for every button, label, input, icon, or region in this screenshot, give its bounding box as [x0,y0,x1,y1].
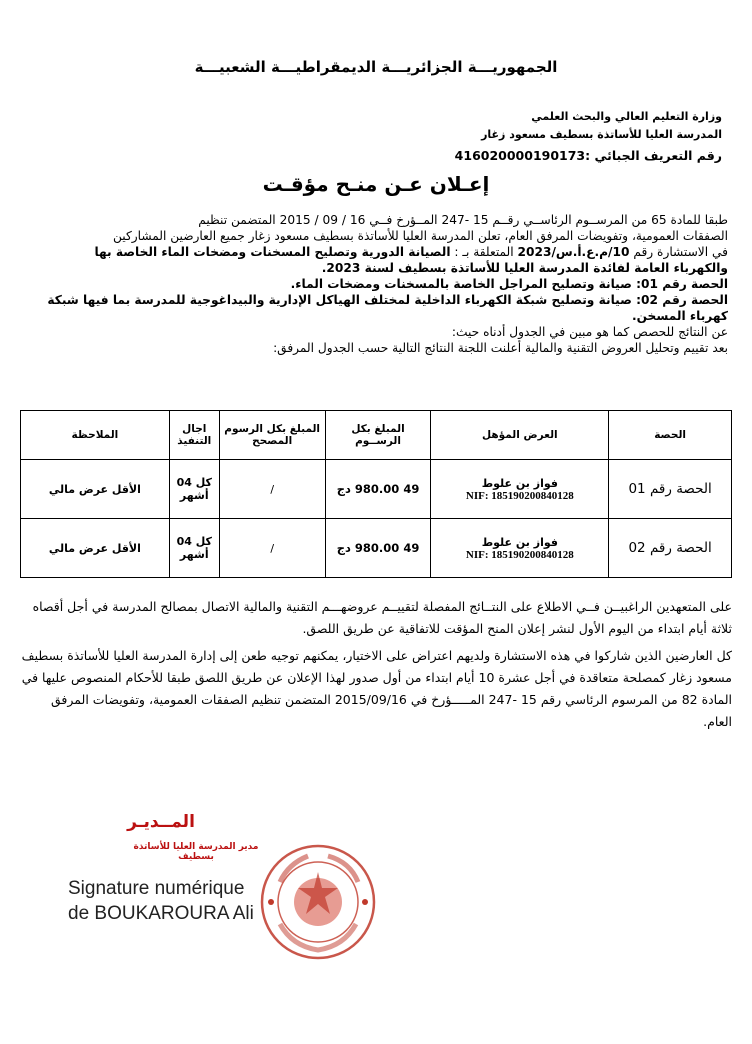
intro-fragment: في الاستشارة رقم [629,245,728,259]
announcement-title: إعـلان عـن منـح مؤقـت [262,172,490,196]
director-subtitle: مدير المدرسة العليا للأساتذة بسطيف [133,842,259,862]
cell-bidder [431,460,609,519]
cell-lot: الحصة رقم 02 [609,519,732,578]
school-line: المدرسة العليا للأساتذة بسطيف مسعود زغار [481,128,722,141]
header-note: الملاحظة [21,411,170,460]
cell-amount: 49 980.00 دج [325,460,431,519]
header-lot: الحصة [609,411,732,460]
intro-fragment: المتعلقة بـ : [450,245,518,259]
cell-amount: 49 980.00 دج [325,519,431,578]
cell-bidder [431,519,609,578]
intro-line: طبقا للمادة 65 من المرســوم الرئاســي رقــم 15 -247 المــؤرخ فــي 16 / 09 / 2015 المتضمن تنظيم [198,213,728,227]
body-paragraph: كل العارضين الذين شاركوا في هذه الاستشارة ولديهم اعتراض على الاختيار، يمكنهم توجيه طعن إلى إدارة المدرسة العليا للأساتذة بسطيف مسعود زغار كمصلحة متعاقدة في أجل عشرة 10 أيام ابتداء من أول صدور لهذا الإعلان عن طريق اللصق طبقا للأحكام المنصوص عليها في المادة 82 من المرسوم الرئاسي رقم 15 -247 المـــــؤرخ في 2015/09/16 المتضمن تنظيم الصفقات العمومية، وتفويضات المرفق العام. [21,648,732,729]
tax-id-line: رقم التعريف الجبائي :416020000190173 [454,148,722,163]
bidder-name: فواز بن علوط [481,476,558,490]
cell-corrected: / [219,519,325,578]
consultation-number: 10/م.ع.أ.س/2023 [517,245,630,259]
intro-line [20,244,728,260]
cell-corrected: / [219,460,325,519]
digital-signature [68,876,254,926]
republic-header: الجمهوريـــة الجزائريـــة الديمقراطيـــة الشعبيـــة [194,58,558,76]
signature-line: de BOUKAROURA Ali [68,903,254,924]
intro-line: الصفقات العمومية، وتفويضات المرفق العام، تعلن المدرسة العليا للأساتذة بسطيف مسعود زغار جميع العارضين المشاركين [113,229,728,243]
official-seal-icon [258,842,378,962]
intro-section [20,212,728,356]
evaluation-note: بعد تقييم وتحليل العروض التقنية والمالية أعلنت اللجنة النتائج التالية حسب الجدول المرفق: [273,341,728,355]
header-duration: اجال التنفيذ [169,411,219,460]
cell-lot: الحصة رقم 01 [609,460,732,519]
body-paragraph: على المتعهدين الراغبيــن فــي الاطلاع على النتــائج المفصلة لتقييــم عروضهـــم التقنية والمالية الاتصال بمصالح المدرسة في أجل أقصاه ثلاثة أيام ابتداء من اليوم الأول لنشر إعلان المنح المؤقت للاتفاقية عن طريق اللصق. [32,599,732,636]
lot-2-description: الحصة رقم 02: صيانة وتصليح شبكة الكهرباء الداخلية لمختلف الهياكل الإدارية والبيداغوجية للمدرسة بما فيها شبكة كهرباء المسخن. [47,293,728,323]
table-row [21,460,732,519]
cell-duration: كل 04 أشهر [169,460,219,519]
bidder-name: فواز بن علوط [481,535,558,549]
table-header-row [21,411,732,460]
table-row [21,519,732,578]
results-table [20,410,732,578]
cell-note: الأقل عرض مالي [21,460,170,519]
lot-1-description: الحصة رقم 01: صيانة وتصليح المراجل الخاصة بالمسخنات ومضخات الماء. [290,277,728,291]
intro-line: والكهرباء العامة لفائدة المدرسة العليا للأساتذة بسطيف لسنة 2023. [321,261,728,275]
results-note: عن النتائج للحصص كما هو مبين في الجدول أدناه حيث: [451,325,728,339]
consultation-subject: الصيانة الدورية وتصليح المسخنات ومضخات الماء الخاصة بها [94,245,451,259]
bidder-nif: NIF: 185190200840128 [465,548,574,561]
bidder-nif: NIF: 185190200840128 [465,489,574,502]
cell-note: الأقل عرض مالي [21,519,170,578]
header-corrected: المبلغ بكل الرسوم المصحح [219,411,325,460]
cell-duration: كل 04 أشهر [169,519,219,578]
signature-line: Signature numérique [68,878,245,899]
body-section [20,596,732,738]
director-title: المــديـر [127,812,195,832]
header-bidder: العرض المؤهل [431,411,609,460]
ministry-line: وزارة التعليم العالي والبحث العلمي [531,110,722,123]
header-amount: المبلغ بكل الرســوم [325,411,431,460]
